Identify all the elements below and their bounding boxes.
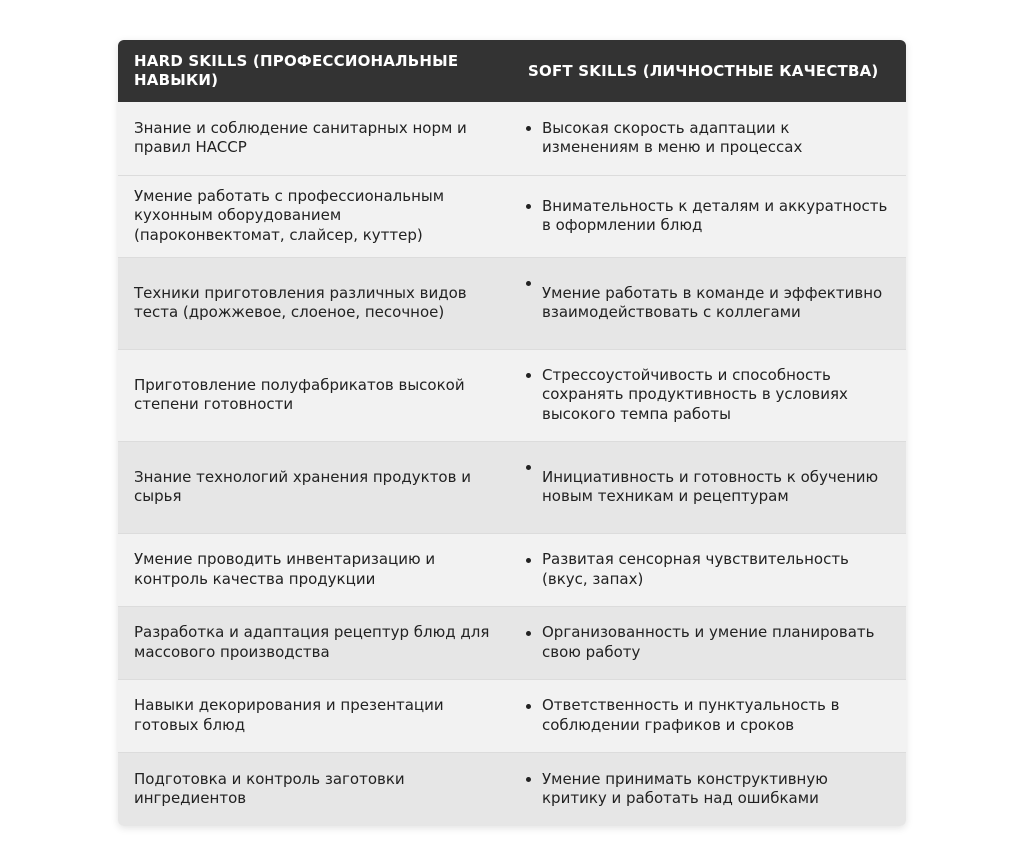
soft-skill-cell bbox=[512, 349, 906, 441]
soft-skill-text: Ответственность и пунктуальность в соблюдении графиков и сроков bbox=[542, 696, 840, 734]
bullet-icon bbox=[526, 204, 531, 209]
bullet-icon bbox=[526, 465, 531, 470]
hard-skills-header: HARD SKILLS (ПРОФЕССИОНАЛЬНЫЕ НАВЫКИ) bbox=[118, 40, 512, 102]
skills-table-container bbox=[118, 40, 906, 826]
table-header-row bbox=[118, 40, 906, 102]
table-row bbox=[118, 349, 906, 441]
soft-skill-text: Организованность и умение планировать свою работу bbox=[542, 623, 875, 661]
soft-skill-cell bbox=[512, 257, 906, 349]
bullet-icon bbox=[526, 777, 531, 782]
soft-skill-text: Развитая сенсорная чувствительность (вкус, запах) bbox=[542, 550, 849, 588]
bullet-icon bbox=[526, 631, 531, 636]
hard-skill-cell: Умение проводить инвентаризацию и контроль качества продукции bbox=[118, 533, 512, 606]
soft-skill-cell bbox=[512, 175, 906, 257]
table-row bbox=[118, 606, 906, 679]
soft-skill-text: Внимательность к деталям и аккуратность в оформлении блюд bbox=[542, 196, 888, 234]
soft-skills-header: SOFT SKILLS (ЛИЧНОСТНЫЕ КАЧЕСТВА) bbox=[512, 40, 906, 102]
bullet-icon bbox=[526, 373, 531, 378]
hard-skill-cell: Техники приготовления различных видов теста (дрожжевое, слоеное, песочное) bbox=[118, 257, 512, 349]
bullet-icon bbox=[526, 558, 531, 563]
bullet-icon bbox=[526, 704, 531, 709]
soft-skill-text: Высокая скорость адаптации к изменениям в меню и процессах bbox=[542, 118, 803, 157]
soft-skill-text: Умение принимать конструктивную критику и работать над ошибками bbox=[542, 769, 828, 808]
soft-skill-text: Инициативность и готовность к обучению новым техникам и рецептурам bbox=[542, 467, 879, 505]
hard-skill-cell: Подготовка и контроль заготовки ингредиентов bbox=[118, 752, 512, 826]
hard-skill-cell: Знание технологий хранения продуктов и сырья bbox=[118, 441, 512, 533]
table-row bbox=[118, 102, 906, 175]
soft-skill-cell bbox=[512, 679, 906, 752]
table-row bbox=[118, 441, 906, 533]
skills-table bbox=[118, 40, 906, 826]
soft-skill-cell bbox=[512, 533, 906, 606]
bullet-icon bbox=[526, 281, 531, 286]
hard-skill-cell: Знание и соблюдение санитарных норм и правил HACCP bbox=[118, 102, 512, 175]
soft-skill-cell bbox=[512, 102, 906, 175]
hard-skill-cell: Разработка и адаптация рецептур блюд для массового производства bbox=[118, 606, 512, 679]
table-row bbox=[118, 679, 906, 752]
hard-skill-cell: Умение работать с профессиональным кухонным оборудованием (пароконвектомат, слайсер, куттер) bbox=[118, 175, 512, 257]
soft-skill-cell bbox=[512, 441, 906, 533]
table-row bbox=[118, 752, 906, 826]
soft-skill-text: Стрессоустойчивость и способность сохранять продуктивность в условиях высокого темпа работы bbox=[542, 365, 848, 423]
soft-skill-cell bbox=[512, 606, 906, 679]
soft-skill-text: Умение работать в команде и эффективно взаимодействовать с коллегами bbox=[542, 283, 883, 321]
table-row bbox=[118, 257, 906, 349]
table-row bbox=[118, 175, 906, 257]
hard-skill-cell: Приготовление полуфабрикатов высокой степени готовности bbox=[118, 349, 512, 441]
bullet-icon bbox=[526, 126, 531, 131]
hard-skill-cell: Навыки декорирования и презентации готовых блюд bbox=[118, 679, 512, 752]
table-row bbox=[118, 533, 906, 606]
soft-skill-cell bbox=[512, 752, 906, 826]
